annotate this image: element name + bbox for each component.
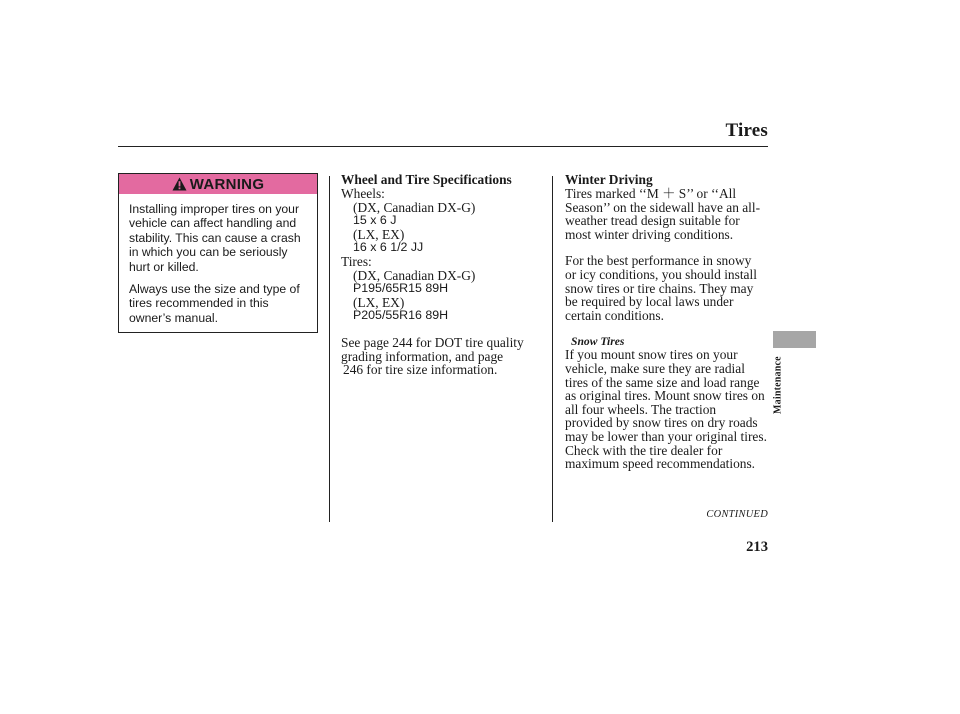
wheels-label: Wheels: (341, 186, 385, 201)
header-rule (118, 146, 768, 147)
winter-line: For the best performance in snowy (565, 253, 752, 269)
winter-line: all four wheels. The traction (565, 401, 717, 417)
warning-line: in which you can be seriously (129, 245, 288, 260)
warning-line: stability. This can cause a crash (129, 230, 301, 245)
note-line: See page 244 for DOT tire quality (341, 334, 524, 350)
winter-heading: Winter Driving (565, 172, 653, 187)
wheel-trim: (LX, EX) (353, 226, 405, 242)
see-page-note (341, 336, 546, 377)
tire-size: P195/65R15 89H (353, 281, 449, 296)
winter-line: vehicle, make sure they are radial (565, 360, 745, 376)
winter-column (565, 173, 770, 471)
warning-line: Installing improper tires on your (129, 202, 300, 216)
winter-line: Tires marked ‘‘M ＋ S’’ or ‘‘All (565, 186, 737, 201)
warning-box (118, 173, 318, 333)
warning-line: tires recommended in this (129, 296, 269, 311)
warning-header (119, 174, 317, 194)
section-tab-label: Maintenance (772, 356, 784, 414)
specs-column (341, 173, 546, 377)
warning-line: vehicle can affect handling and (129, 216, 297, 231)
section-tab (773, 331, 816, 348)
page-title: Tires (725, 120, 768, 141)
note-line: 246 for tire size information. (343, 362, 498, 378)
warning-paragraph-2 (129, 282, 311, 325)
winter-paragraph-1 (565, 187, 770, 241)
warning-line: owner’s manual. (129, 310, 218, 325)
continued-label: CONTINUED (706, 509, 768, 520)
warning-line: Always use the size and type of (129, 282, 300, 296)
winter-paragraph-3 (565, 348, 770, 470)
winter-paragraph-2 (565, 254, 770, 322)
wheel-trim: (DX, Canadian DX-G) (353, 199, 476, 215)
warning-label: WARNING (189, 175, 265, 193)
column-divider-1 (329, 176, 330, 522)
warning-line: hurt or killed. (129, 259, 199, 274)
winter-line: Check with the tire dealer for (565, 442, 723, 458)
winter-line: certain conditions. (565, 307, 664, 323)
tire-size: P205/55R16 89H (353, 308, 449, 323)
wheel-size: 15 x 6 J (353, 213, 397, 228)
winter-line: be required by local laws under (565, 294, 734, 310)
winter-line: Season’’ on the sidewall have an all- (565, 199, 761, 215)
winter-line: or icy conditions, you should install (565, 266, 757, 282)
column-divider-2 (552, 176, 553, 522)
winter-line: tires of the same size and load range (565, 374, 760, 390)
winter-line: most winter driving conditions. (565, 226, 734, 242)
wheel-size: 16 x 6 1/2 JJ (353, 240, 424, 255)
winter-line: snow tires or tire chains. They may (565, 280, 754, 296)
tires-label: Tires: (341, 253, 372, 269)
winter-line: If you mount snow tires on your (565, 347, 738, 363)
warning-triangle-icon (172, 177, 187, 191)
winter-line: maximum speed recommendations. (565, 456, 756, 472)
tire-trim: (LX, EX) (353, 294, 405, 310)
warning-paragraph-1 (129, 202, 311, 274)
winter-line: as original tires. Mount snow tires on (565, 388, 765, 404)
winter-line: may be lower than your original tires. (565, 428, 767, 444)
snow-tires-heading: Snow Tires (571, 335, 625, 349)
winter-line: provided by snow tires on dry roads (565, 415, 758, 431)
winter-line: weather tread design suitable for (565, 213, 740, 229)
tire-trim: (DX, Canadian DX-G) (353, 267, 476, 283)
specs-heading: Wheel and Tire Specifications (341, 172, 512, 187)
note-line: grading information, and page (341, 348, 504, 364)
page-number: 213 (746, 539, 768, 555)
